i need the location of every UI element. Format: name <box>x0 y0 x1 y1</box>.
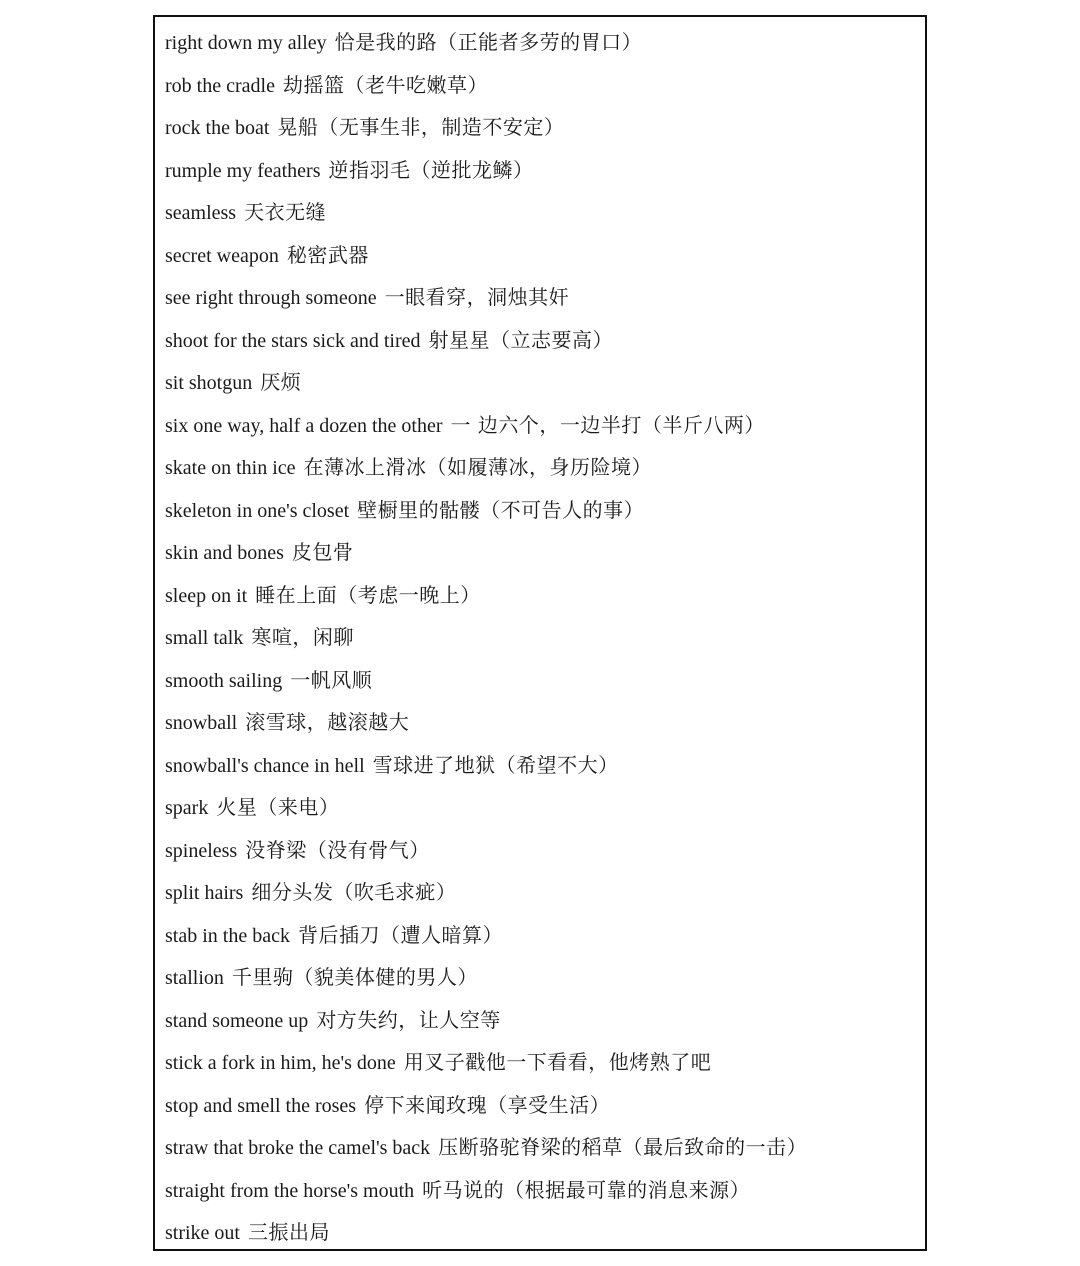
idiom-entry <box>165 1126 919 1169</box>
idiom-english: sleep on it <box>165 584 248 607</box>
idiom-entry <box>165 319 919 362</box>
idiom-entry <box>165 744 919 787</box>
idiom-chinese: 三振出局 <box>248 1220 330 1244</box>
idiom-chinese: 厌烦 <box>260 370 302 394</box>
idiom-english: secret weapon <box>165 244 279 267</box>
idiom-entry <box>165 276 919 319</box>
idiom-chinese: 没脊梁（没有骨气） <box>245 837 430 862</box>
idiom-entry <box>165 234 919 277</box>
idiom-english: seamless <box>165 202 237 224</box>
idiom-entry <box>165 531 919 574</box>
idiom-chinese: 寒喧，闲聊 <box>251 625 354 649</box>
idiom-entry <box>165 829 919 872</box>
idiom-english: straight from the horse's mouth <box>165 1179 415 1202</box>
idiom-english: rock the boat <box>165 117 270 139</box>
idiom-chinese: 在薄冰上滑冰（如履薄冰，身历险境） <box>303 455 653 479</box>
idiom-entry <box>165 701 919 744</box>
idiom-chinese: 晃船（无事生非，制造不安定） <box>277 115 565 139</box>
idiom-chinese: 一帆风顺 <box>290 667 373 692</box>
idiom-english: sit shotgun <box>165 372 253 394</box>
idiom-english: split hairs <box>165 882 244 904</box>
idiom-entry <box>165 786 919 829</box>
idiom-english: stallion <box>165 967 224 989</box>
idiom-entry <box>165 999 919 1042</box>
idiom-chinese: 皮包骨 <box>291 540 354 564</box>
idiom-chinese: 壁橱里的骷髅（不可告人的事） <box>357 497 645 522</box>
idiom-english: rumple my feathers <box>165 159 321 182</box>
idiom-entry <box>165 871 919 914</box>
idiom-chinese: 背后插刀（遭人暗算） <box>297 922 503 947</box>
idiom-english: straw that broke the camel's back <box>165 1137 431 1159</box>
idiom-entry <box>165 489 919 532</box>
idiom-chinese: 对方失约，让人空等 <box>316 1007 501 1032</box>
idiom-entry <box>165 574 919 617</box>
idiom-chinese: 恰是我的路（正能者多劳的胃口） <box>334 30 643 54</box>
idiom-english: small talk <box>165 627 244 649</box>
idiom-entry <box>165 1084 919 1127</box>
idiom-chinese: 秘密武器 <box>286 242 369 267</box>
idiom-chinese: 停下来闻玫瑰（享受生活） <box>364 1092 611 1117</box>
idiom-chinese: 射星星（立志要高） <box>428 327 613 352</box>
idiom-chinese: 一 边六个，一边半打（半斤八两） <box>450 412 765 437</box>
idiom-entry <box>165 191 919 234</box>
idiom-list-frame <box>153 15 927 1251</box>
idiom-english: strike out <box>165 1222 240 1244</box>
idiom-english: six one way, half a dozen the other <box>165 414 443 437</box>
idiom-english: stab in the back <box>165 924 290 947</box>
idiom-chinese: 一眼看穿，洞烛其奸 <box>384 285 570 309</box>
idiom-english: shoot for the stars sick and tired <box>165 329 421 352</box>
idiom-english: smooth sailing <box>165 669 283 692</box>
idiom-english: stand someone up <box>165 1009 309 1032</box>
idiom-chinese: 雪球进了地狱（希望不大） <box>372 752 619 777</box>
idiom-entry <box>165 1211 919 1254</box>
idiom-chinese: 千里驹（貌美体健的男人） <box>231 965 478 989</box>
idiom-chinese: 细分头发（吹毛求疵） <box>251 880 457 904</box>
idiom-english: stick a fork in him, he's done <box>165 1052 396 1074</box>
idiom-english: spineless <box>165 839 238 862</box>
idiom-english: stop and smell the roses <box>165 1094 357 1117</box>
idiom-english: rob the cradle <box>165 74 275 97</box>
idiom-entry <box>165 21 919 64</box>
idiom-english: skeleton in one's closet <box>165 499 350 522</box>
idiom-english: skate on thin ice <box>165 457 296 479</box>
idiom-entry <box>165 956 919 999</box>
idiom-entry <box>165 659 919 702</box>
idiom-english: snowball's chance in hell <box>165 754 365 777</box>
idiom-english: skin and bones <box>165 542 284 564</box>
idiom-english: right down my alley <box>165 32 327 54</box>
idiom-chinese: 火星（来电） <box>216 795 340 819</box>
idiom-entry <box>165 914 919 957</box>
idiom-entry <box>165 1041 919 1084</box>
idiom-chinese: 天衣无缝 <box>244 200 327 224</box>
idiom-entry <box>165 1169 919 1212</box>
idiom-entry <box>165 446 919 489</box>
idiom-chinese: 劫摇篮（老牛吃嫩草） <box>282 72 488 97</box>
idiom-chinese: 压断骆驼脊梁的稻草（最后致命的一击） <box>438 1135 808 1159</box>
idiom-english: spark <box>165 797 209 819</box>
idiom-chinese: 用叉子戳他一下看看，他烤熟了吧 <box>403 1050 712 1074</box>
idiom-english: snowball <box>165 712 238 734</box>
idiom-entry <box>165 404 919 447</box>
idiom-entry <box>165 361 919 404</box>
idiom-chinese: 逆指羽毛（逆批龙鳞） <box>328 157 534 182</box>
idiom-list <box>165 21 919 1254</box>
idiom-english: see right through someone <box>165 287 377 309</box>
idiom-entry <box>165 616 919 659</box>
idiom-entry <box>165 149 919 192</box>
idiom-entry <box>165 64 919 107</box>
idiom-chinese: 睡在上面（考虑一晚上） <box>255 582 481 607</box>
idiom-chinese: 听马说的（根据最可靠的消息来源） <box>422 1177 751 1202</box>
idiom-chinese: 滚雪球，越滚越大 <box>245 710 410 734</box>
idiom-entry <box>165 106 919 149</box>
